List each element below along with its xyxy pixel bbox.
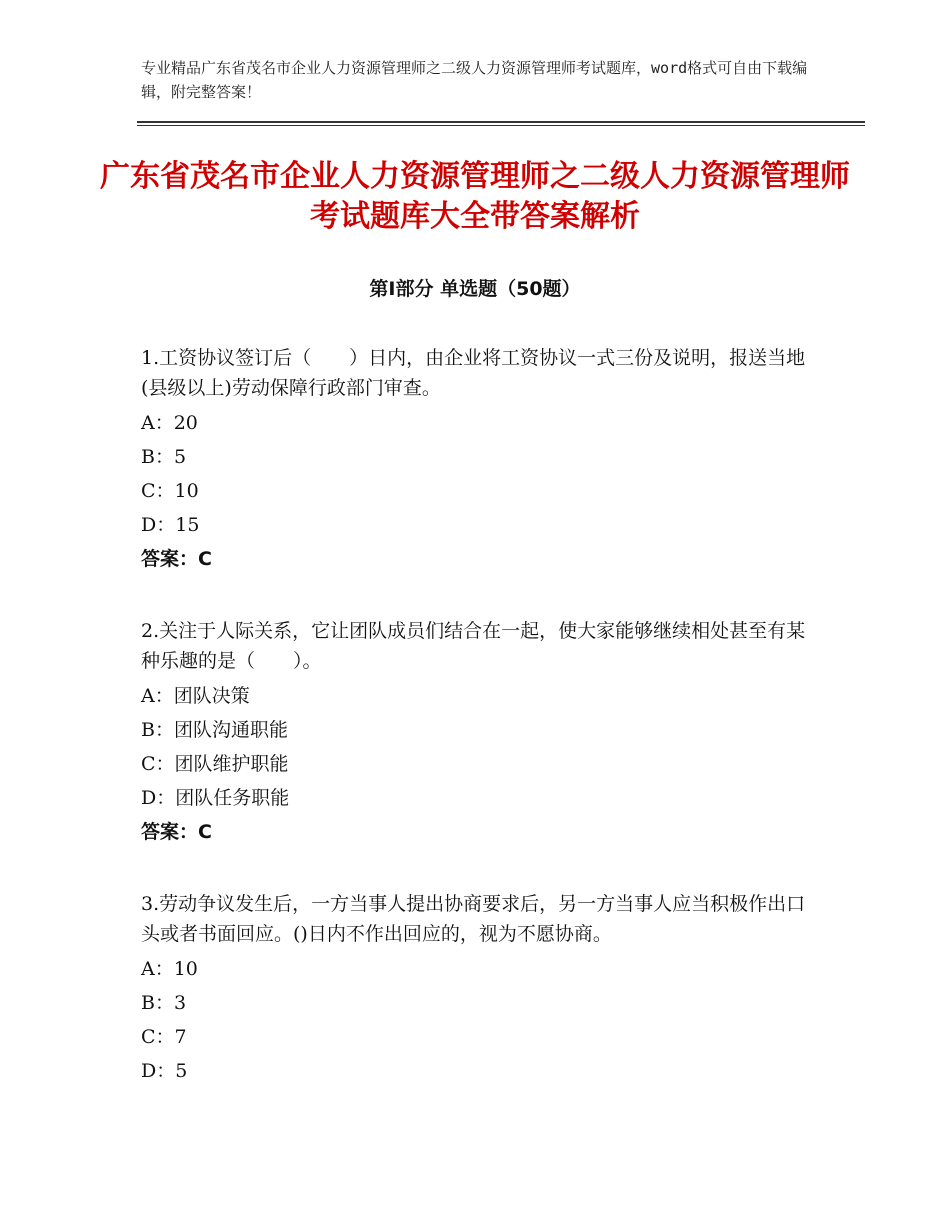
question-1: [141, 343, 821, 576]
question-3: [141, 889, 821, 1088]
header-divider-thick: [137, 121, 865, 123]
option-d: D：团队任务职能: [141, 787, 290, 809]
question-2: [141, 616, 821, 849]
option-d: D：15: [141, 514, 200, 536]
option-b: B：5: [141, 446, 187, 468]
option-b: B：3: [141, 992, 187, 1014]
answer-label: 答案：C: [141, 548, 212, 570]
header-divider-thin: [137, 125, 865, 126]
question-stem: 2.关注于人际关系，它让团队成员们结合在一起，使大家能够继续相处甚至有某种乐趣的是（ ）。: [141, 620, 806, 672]
section-title: 第Ⅰ部分 单选题（50题）: [369, 278, 581, 300]
option-a: A：20: [141, 412, 198, 434]
option-c: C：7: [141, 1026, 187, 1048]
answer-label: 答案：C: [141, 821, 212, 843]
option-a: A：10: [141, 958, 198, 980]
option-c: C：10: [141, 480, 199, 502]
header-note: 专业精品广东省茂名市企业人力资源管理师之二级人力资源管理师考试题库，word格式可自由下载编辑，附完整答案！: [141, 59, 808, 101]
question-stem: 3.劳动争议发生后，一方当事人提出协商要求后，另一方当事人应当积极作出口头或者书面回应。()日内不作出回应的，视为不愿协商。: [141, 893, 806, 945]
document-title: 广东省茂名市企业人力资源管理师之二级人力资源管理师考试题库大全带答案解析: [100, 159, 850, 234]
question-stem: 1.工资协议签订后（ ）日内，由企业将工资协议一式三份及说明，报送当地(县级以上)劳动保障行政部门审查。: [141, 347, 806, 399]
option-d: D：5: [141, 1060, 188, 1082]
option-c: C：团队维护职能: [141, 753, 289, 775]
option-a: A：团队决策: [141, 685, 250, 707]
option-b: B：团队沟通职能: [141, 719, 288, 741]
